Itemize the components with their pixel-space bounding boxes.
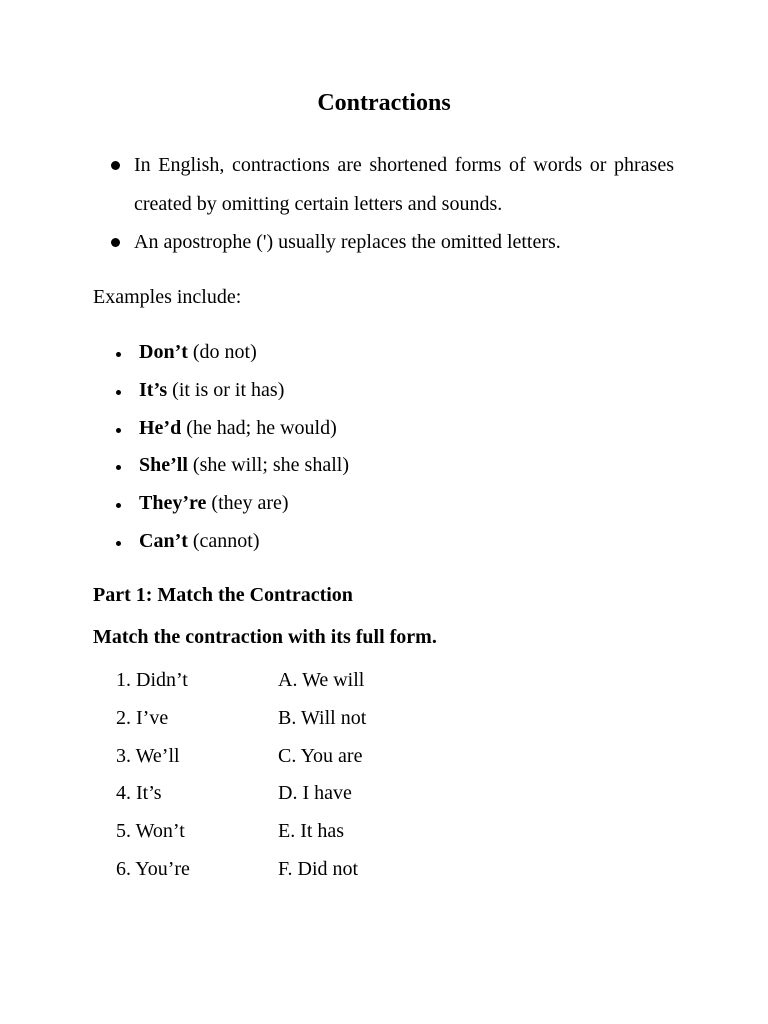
example-term: It’s	[139, 378, 168, 401]
bullet-icon	[111, 161, 120, 170]
bullet-icon	[116, 541, 121, 546]
full-form-item: F. Did not	[278, 857, 359, 880]
example-item	[114, 334, 349, 372]
bullet-icon	[116, 465, 121, 470]
instruction-text: Match the contraction with its full form.	[93, 626, 437, 648]
example-item	[114, 523, 349, 561]
examples-list	[114, 334, 349, 561]
bullet-icon	[116, 503, 121, 508]
full-form-item: A. We will	[278, 669, 365, 691]
example-meaning: (she will; she shall)	[187, 454, 349, 477]
example-item	[114, 485, 349, 523]
bullet-icon	[116, 352, 121, 357]
example-term: He’d	[139, 416, 182, 439]
example-item	[114, 372, 349, 410]
contraction-item: 6. You’re	[116, 857, 190, 880]
example-meaning: (cannot)	[187, 529, 260, 552]
contraction-item: 3. We’ll	[116, 744, 180, 767]
example-term: She’ll	[139, 454, 188, 477]
example-meaning: (do not)	[187, 341, 257, 363]
intro-text: An apostrophe (') usually replaces the omitted letters.	[134, 231, 561, 253]
full-form-item: C. You are	[278, 744, 363, 767]
bullet-icon	[116, 390, 121, 395]
example-meaning: (it is or it has)	[167, 378, 285, 401]
example-item	[114, 447, 349, 485]
intro-item	[108, 223, 674, 262]
contraction-item: 5. Won’t	[116, 820, 185, 843]
bullet-icon	[116, 428, 121, 433]
example-item	[114, 410, 349, 448]
full-form-item: E. It has	[278, 820, 345, 843]
full-form-item: B. Will not	[278, 706, 367, 729]
contraction-item: 2. I’ve	[116, 706, 169, 729]
intro-text: In English, contractions are shortened forms of words or phrases created by omitting certain letters and sounds.	[134, 154, 674, 215]
example-term: They’re	[139, 492, 207, 515]
bullet-icon	[111, 238, 120, 247]
intro-item	[108, 146, 674, 223]
examples-heading: Examples include:	[93, 286, 242, 308]
contraction-item: 4. It’s	[116, 782, 162, 805]
intro-list	[108, 146, 674, 262]
example-term: Don’t	[139, 341, 188, 363]
page-title: Contractions	[317, 90, 451, 116]
section-heading: Part 1: Match the Contraction	[93, 584, 353, 606]
full-form-item: D. I have	[278, 782, 352, 805]
contraction-item: 1. Didn’t	[116, 669, 188, 691]
example-term: Can’t	[139, 529, 188, 552]
example-meaning: (he had; he would)	[181, 416, 337, 439]
example-meaning: (they are)	[206, 492, 289, 515]
